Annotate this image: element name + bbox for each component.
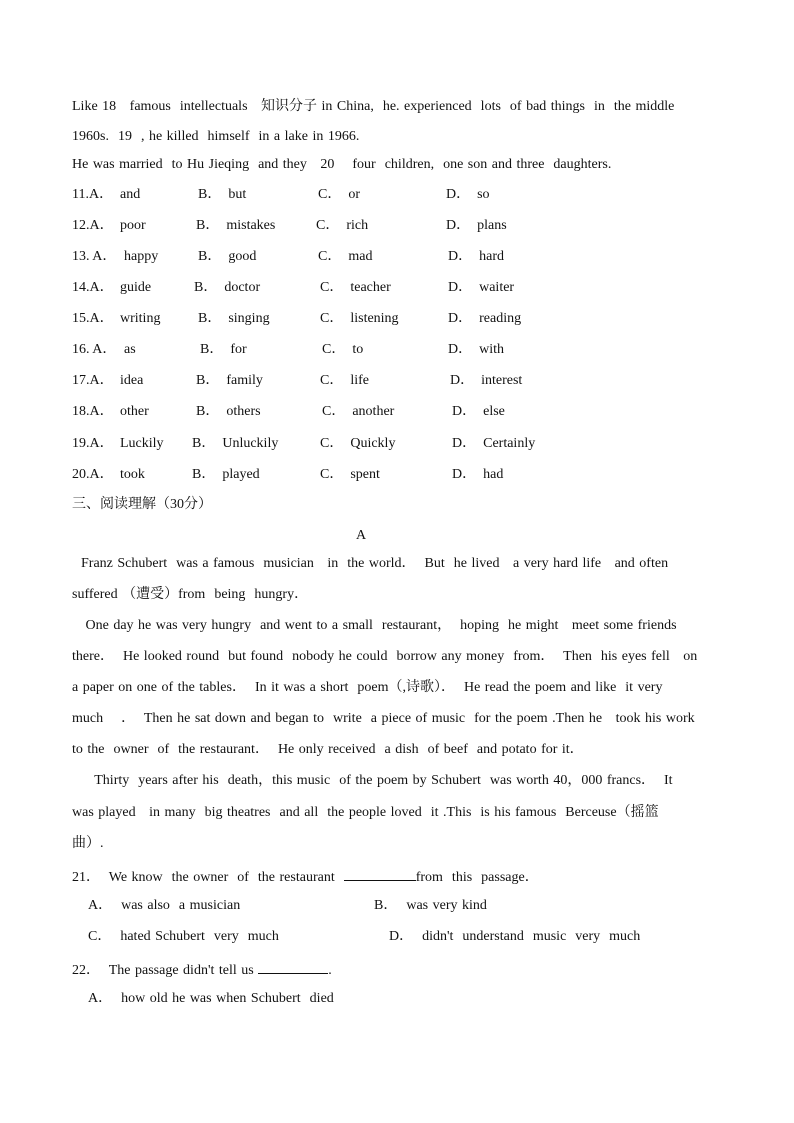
option-a: guide <box>120 280 152 295</box>
passage-line: 曲）. <box>72 836 104 851</box>
question-stem-text: 22． The passage didn't tell us <box>72 963 259 978</box>
cloze-text-line: 1960s. 19 , he killed himself in a lake in 1966. <box>72 129 360 144</box>
question-stem-text: from this passage． <box>415 870 539 885</box>
option-number: 18.A． <box>72 404 114 419</box>
passage-line: much ． Then he sat down and began to write a piece of music for the poem .Then he took his work <box>72 711 695 726</box>
option-row <box>72 217 772 235</box>
option-row <box>72 403 772 421</box>
question-21-option-d: D． didn't understand music very much <box>389 929 641 944</box>
question-22-stem <box>72 959 332 980</box>
option-b: B． singing <box>198 311 270 326</box>
option-row <box>72 372 772 390</box>
option-row <box>72 466 772 484</box>
option-c: C． listening <box>320 311 399 326</box>
option-a: poor <box>120 218 146 233</box>
option-row <box>72 248 772 266</box>
question-21-option-c: C． hated Schubert very much <box>88 929 279 944</box>
option-d: D． with <box>448 342 504 357</box>
option-row <box>72 186 772 204</box>
option-number: 11.A． <box>72 187 114 202</box>
option-row <box>72 435 772 453</box>
option-a: and <box>120 187 141 202</box>
question-21-option-a: A． was also a musician <box>88 898 241 913</box>
option-b: B． for <box>200 342 247 357</box>
option-d: D． else <box>452 404 505 419</box>
passage-line: to the owner of the restaurant． He only received a dish of beef and potato for it． <box>72 742 584 757</box>
option-a: writing <box>120 311 161 326</box>
question-stem-text: 21． We know the owner of the restaurant <box>72 870 344 885</box>
option-row <box>72 279 772 297</box>
passage-line: there． He looked round but found nobody he could borrow any money from． Then his eyes fell on <box>72 649 698 664</box>
option-d: D． reading <box>448 311 522 326</box>
answer-blank[interactable] <box>258 959 328 974</box>
option-c: C． or <box>318 187 360 202</box>
option-a: other <box>120 404 149 419</box>
option-number: 12.A． <box>72 218 114 233</box>
option-c: C． another <box>322 404 395 419</box>
option-row <box>72 341 772 359</box>
option-d: D． so <box>446 187 490 202</box>
option-a: happy <box>124 249 159 264</box>
option-number: 13. A． <box>72 249 117 264</box>
option-d: D． had <box>452 467 504 482</box>
answer-blank[interactable] <box>344 866 416 881</box>
option-b: B． others <box>196 404 261 419</box>
option-a: as <box>124 342 136 357</box>
option-b: B． played <box>192 467 260 482</box>
option-number: 16. A． <box>72 342 117 357</box>
passage-line: Franz Schubert was a famous musician in the world． But he lived a very hard life and often <box>72 556 669 571</box>
passage-line: Thirty years after his death，this music of the poem by Schubert was worth 40，000 francs． It <box>72 773 673 788</box>
option-c: C． teacher <box>320 280 391 295</box>
question-22-option-a: A． how old he was when Schubert died <box>88 991 334 1006</box>
question-21-stem <box>72 866 539 887</box>
passage-line: was played in many big theatres and all the people loved it .This is his famous Berceuse（摇篮 <box>72 805 659 820</box>
option-d: D． hard <box>448 249 504 264</box>
passage-line: a paper on one of the tables． In it was a short poem（,诗歌）． He read the poem and like it very <box>72 680 663 695</box>
option-c: C． to <box>322 342 364 357</box>
option-b: B． family <box>196 373 263 388</box>
option-b: B． Unluckily <box>192 436 279 451</box>
option-row <box>72 310 772 328</box>
section-title: 三、阅读理解（30分） <box>72 497 212 512</box>
cloze-text-line: He was married to Hu Jieqing and they 20 four children, one son and three daughters. <box>72 157 612 172</box>
cloze-text-line: Like 18 famous intellectuals 知识分子 in China, he. experienced lots of bad things in the middle <box>72 99 675 114</box>
passage-label: A <box>355 528 367 543</box>
option-d: D． Certainly <box>452 436 536 451</box>
option-number: 17.A． <box>72 373 114 388</box>
option-c: C． Quickly <box>320 436 396 451</box>
option-c: C． mad <box>318 249 373 264</box>
passage-line: suffered （遭受）from being hungry． <box>72 587 309 602</box>
option-d: D． waiter <box>448 280 515 295</box>
option-a: took <box>120 467 145 482</box>
option-c: C． rich <box>316 218 369 233</box>
option-d: D． interest <box>450 373 523 388</box>
option-a: Luckily <box>120 436 164 451</box>
question-21-option-b: B． was very kind <box>374 898 487 913</box>
option-number: 15.A． <box>72 311 114 326</box>
option-number: 14.A． <box>72 280 114 295</box>
option-b: B． but <box>198 187 247 202</box>
option-b: B． good <box>198 249 257 264</box>
question-stem-text: . <box>328 963 332 978</box>
option-a: idea <box>120 373 144 388</box>
option-d: D． plans <box>446 218 507 233</box>
option-b: B． mistakes <box>196 218 276 233</box>
option-b: B． doctor <box>194 280 261 295</box>
option-c: C． life <box>320 373 369 388</box>
passage-line: One day he was very hungry and went to a small restaurant， hoping he might meet some friends <box>72 618 677 633</box>
option-number: 20.A． <box>72 467 114 482</box>
option-number: 19.A． <box>72 436 114 451</box>
option-c: C． spent <box>320 467 380 482</box>
